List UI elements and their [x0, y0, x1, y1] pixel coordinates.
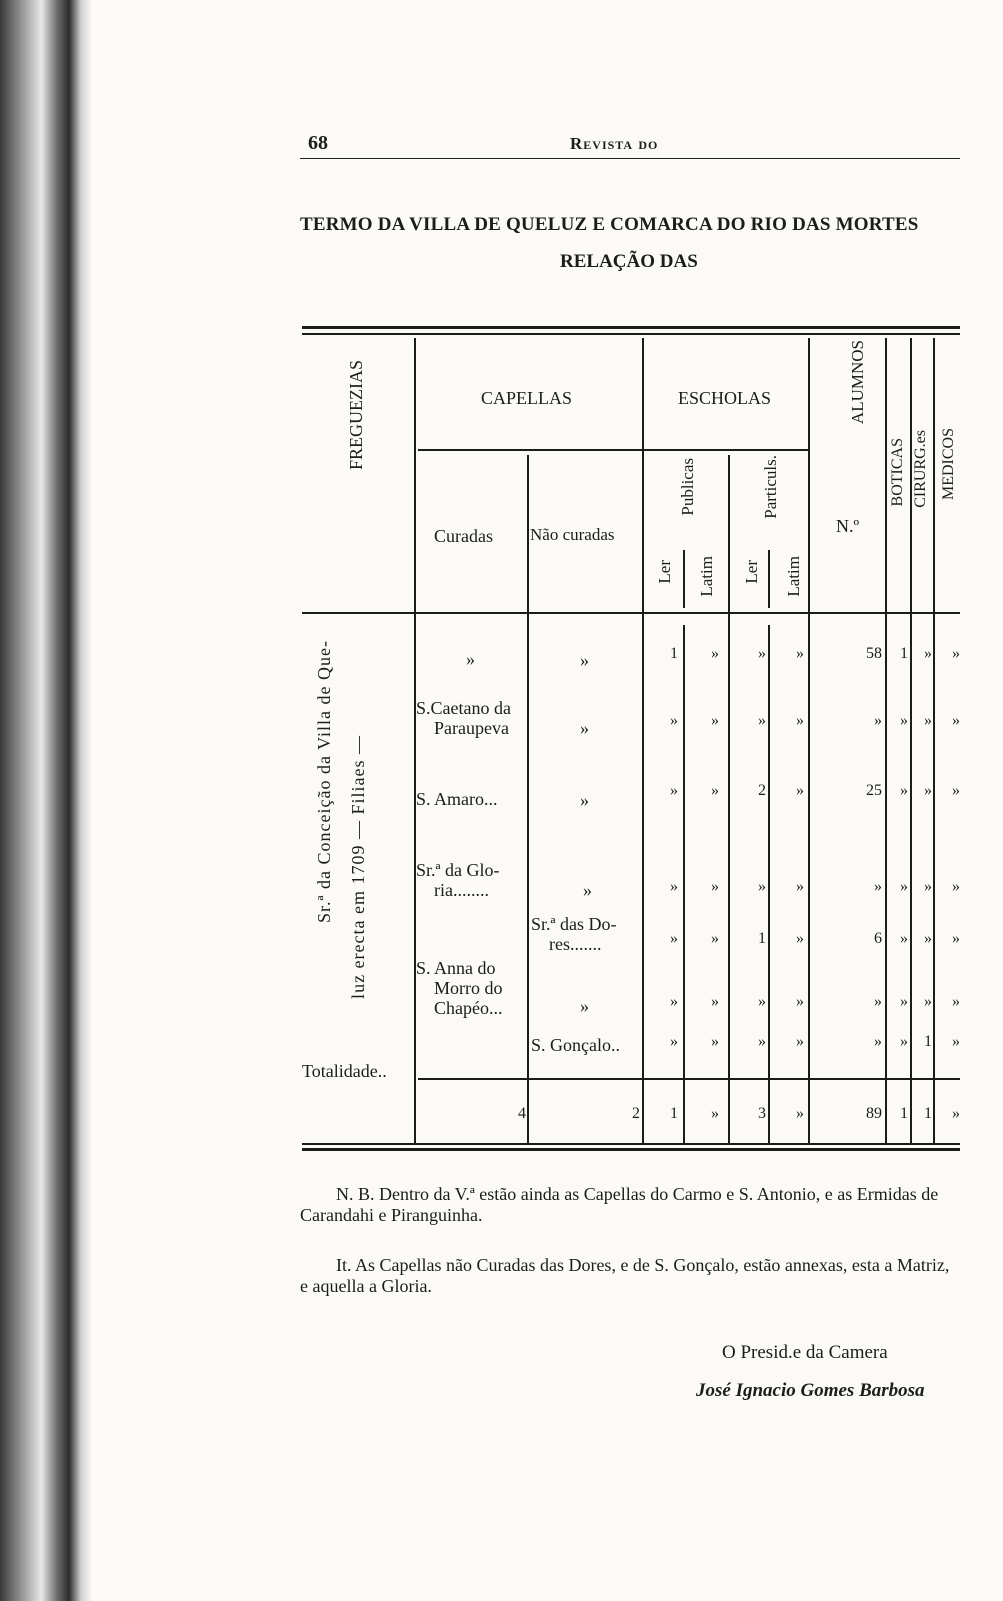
nao-curada-cell: » [580, 650, 589, 670]
table-cell-cirurg: » [924, 645, 932, 662]
total-cell-boticas: 1 [900, 1105, 908, 1122]
header-bottom-rule [302, 612, 960, 614]
nao-curada-cell: Sr.ª das Do- [531, 914, 617, 934]
curada-cell: Sr.ª da Glo- [416, 860, 500, 880]
header-latim-publicas: Latim [697, 556, 716, 597]
table-cell-pub-latim: » [711, 712, 719, 729]
header-freguezias: FREGUEZIAS [346, 360, 366, 471]
total-cell-nao-curadas: 2 [632, 1105, 640, 1122]
table-cell-pub-latim: » [711, 1033, 719, 1050]
bottom-rule [302, 1148, 960, 1151]
header-alumnos-number: N.º [836, 516, 860, 536]
col-rule [527, 455, 529, 1143]
bottom-rule-thin [302, 1143, 960, 1145]
curada-cell: ria........ [434, 880, 489, 900]
nao-curada-cell: res....... [549, 934, 602, 954]
table-cell-alumnos: » [874, 1033, 882, 1050]
header-ler-particuls: Ler [742, 560, 761, 584]
table-subtitle: RELAÇÃO DAS [560, 251, 698, 272]
table-cell-boticas: » [900, 878, 908, 895]
header-particuls: Particuls. [761, 455, 780, 519]
table-cell-pub-latim: » [711, 645, 719, 662]
table-cell-part-latim: » [796, 1033, 804, 1050]
table-cell-medicos: » [952, 878, 960, 895]
table-cell-part-ler: » [758, 993, 766, 1010]
table-cell-pub-latim: » [711, 782, 719, 799]
table-cell-cirurg: » [924, 712, 932, 729]
header-medicos: MEDICOS [940, 428, 957, 501]
header-nao-curadas: Não curadas [530, 525, 615, 544]
nao-curada-cell: S. Gonçalo.. [531, 1035, 620, 1055]
top-rule [302, 326, 960, 329]
table-cell-alumnos: » [874, 712, 882, 729]
col-rule [642, 338, 644, 1143]
curada-cell: S. Anna do [416, 958, 496, 978]
header-boticas: BOTICAS [889, 438, 906, 507]
table-cell-medicos: » [952, 712, 960, 729]
table-cell-pub-ler: » [670, 1033, 678, 1050]
table-cell-part-ler: » [758, 712, 766, 729]
curada-cell: » [466, 649, 475, 669]
table-cell-boticas: » [900, 1033, 908, 1050]
col-rule [414, 338, 416, 1143]
table-cell-cirurg: » [924, 993, 932, 1010]
table-cell-boticas: 1 [900, 645, 908, 662]
col-rule [728, 455, 730, 1143]
table-cell-pub-ler: 1 [670, 645, 678, 662]
table-cell-pub-latim: » [711, 878, 719, 895]
table-cell-boticas: » [900, 930, 908, 947]
table-cell-pub-ler: » [670, 993, 678, 1010]
table-cell-pub-ler: » [670, 878, 678, 895]
curada-cell: Paraupeva [434, 718, 509, 738]
table-cell-cirurg: » [924, 930, 932, 947]
table-cell-medicos: » [952, 645, 960, 662]
table-cell-part-ler: 2 [758, 782, 766, 799]
table-cell-part-ler: » [758, 645, 766, 662]
table-cell-pub-ler: » [670, 712, 678, 729]
page-number: 68 [308, 132, 328, 154]
header-ler-publicas: Ler [655, 560, 674, 584]
total-cell-part-latim: » [796, 1105, 804, 1122]
curada-cell: S.Caetano da [416, 698, 511, 718]
table-cell-medicos: » [952, 993, 960, 1010]
totalidade-label: Totalidade.. [302, 1061, 387, 1081]
header-cirurgioes: CIRURG.es [912, 430, 929, 508]
freguezia-name-line2: luz erecta em 1709 — Filiaes — [348, 735, 368, 999]
book-spine-shadow [0, 0, 92, 1601]
header-escholas: ESCHOLAS [678, 388, 772, 408]
header-curadas: Curadas [434, 526, 493, 546]
table-cell-alumnos: » [874, 993, 882, 1010]
header-latim-particuls: Latim [784, 556, 803, 597]
top-rule-thin [302, 333, 960, 335]
group-rule [418, 449, 808, 451]
table-cell-pub-ler: » [670, 930, 678, 947]
table-cell-part-latim: » [796, 993, 804, 1010]
table-cell-part-latim: » [796, 645, 804, 662]
nao-curada-cell: » [580, 718, 589, 738]
table-cell-alumnos: » [874, 878, 882, 895]
signature-name: José Ignacio Gomes Barbosa [696, 1380, 925, 1401]
total-cell-part-ler: 3 [758, 1105, 766, 1122]
col-rule [683, 550, 685, 608]
col-rule [683, 625, 685, 1143]
total-cell-curadas: 4 [518, 1105, 526, 1122]
table-cell-part-latim: » [796, 878, 804, 895]
nao-curada-cell: » [580, 790, 589, 810]
table-cell-cirurg: » [924, 878, 932, 895]
header-publicas: Publicas [678, 458, 697, 516]
table-cell-pub-ler: » [670, 782, 678, 799]
table-cell-medicos: » [952, 930, 960, 947]
table-cell-medicos: » [952, 1033, 960, 1050]
note-nb: N. B. Dentro da V.ª estão ainda as Capellas do Carmo e S. Antonio, e as Ermidas de Carandahi e Piranguinha. [300, 1184, 939, 1225]
table-cell-pub-latim: » [711, 930, 719, 947]
curada-cell: S. Amaro... [416, 789, 498, 809]
running-title: Revista do [570, 134, 659, 153]
table-cell-part-latim: » [796, 712, 804, 729]
table-cell-medicos: » [952, 782, 960, 799]
table-cell-part-ler: » [758, 1033, 766, 1050]
totals-rule [418, 1078, 960, 1080]
col-rule [885, 338, 887, 1143]
col-rule [933, 338, 935, 1143]
col-rule [768, 550, 770, 608]
curada-cell: Morro do [434, 978, 503, 998]
table-cell-pub-latim: » [711, 993, 719, 1010]
table-cell-part-latim: » [796, 930, 804, 947]
freguezia-name-line1: Sr.ª da Conceição da Villa de Que- [314, 640, 334, 923]
col-rule [768, 625, 770, 1143]
table-cell-alumnos: 25 [866, 782, 882, 799]
nao-curada-cell: » [580, 996, 589, 1016]
header-alumnos: ALUMNOS [848, 340, 867, 425]
note-it: It. As Capellas não Curadas das Dores, e de S. Gonçalo, estão annexas, esta a Matriz, e aquella a Gloria. [300, 1255, 950, 1296]
total-cell-cirurg: 1 [924, 1105, 932, 1122]
total-cell-alumnos: 89 [866, 1105, 882, 1122]
nao-curada-cell: » [583, 880, 592, 900]
total-cell-medicos: » [952, 1105, 960, 1122]
table-cell-boticas: » [900, 712, 908, 729]
table-cell-boticas: » [900, 782, 908, 799]
table-cell-part-latim: » [796, 782, 804, 799]
table-cell-boticas: » [900, 993, 908, 1010]
signature-title: O Presid.e da Camera [722, 1342, 888, 1363]
table-title: TERMO DA VILLA DE QUELUZ E COMARCA DO RIO DAS MORTES [300, 214, 919, 235]
curada-cell: Chapéo... [434, 998, 503, 1018]
table-cell-part-ler: 1 [758, 930, 766, 947]
table-cell-alumnos: 6 [874, 930, 882, 947]
running-header [300, 128, 960, 159]
table-cell-cirurg: 1 [924, 1033, 932, 1050]
col-rule [808, 338, 810, 1143]
table-cell-part-ler: » [758, 878, 766, 895]
total-cell-pub-ler: 1 [670, 1105, 678, 1122]
header-capellas: CAPELLAS [481, 388, 573, 408]
table-cell-cirurg: » [924, 782, 932, 799]
table-cell-alumnos: 58 [866, 645, 882, 662]
total-cell-pub-latim: » [711, 1105, 719, 1122]
